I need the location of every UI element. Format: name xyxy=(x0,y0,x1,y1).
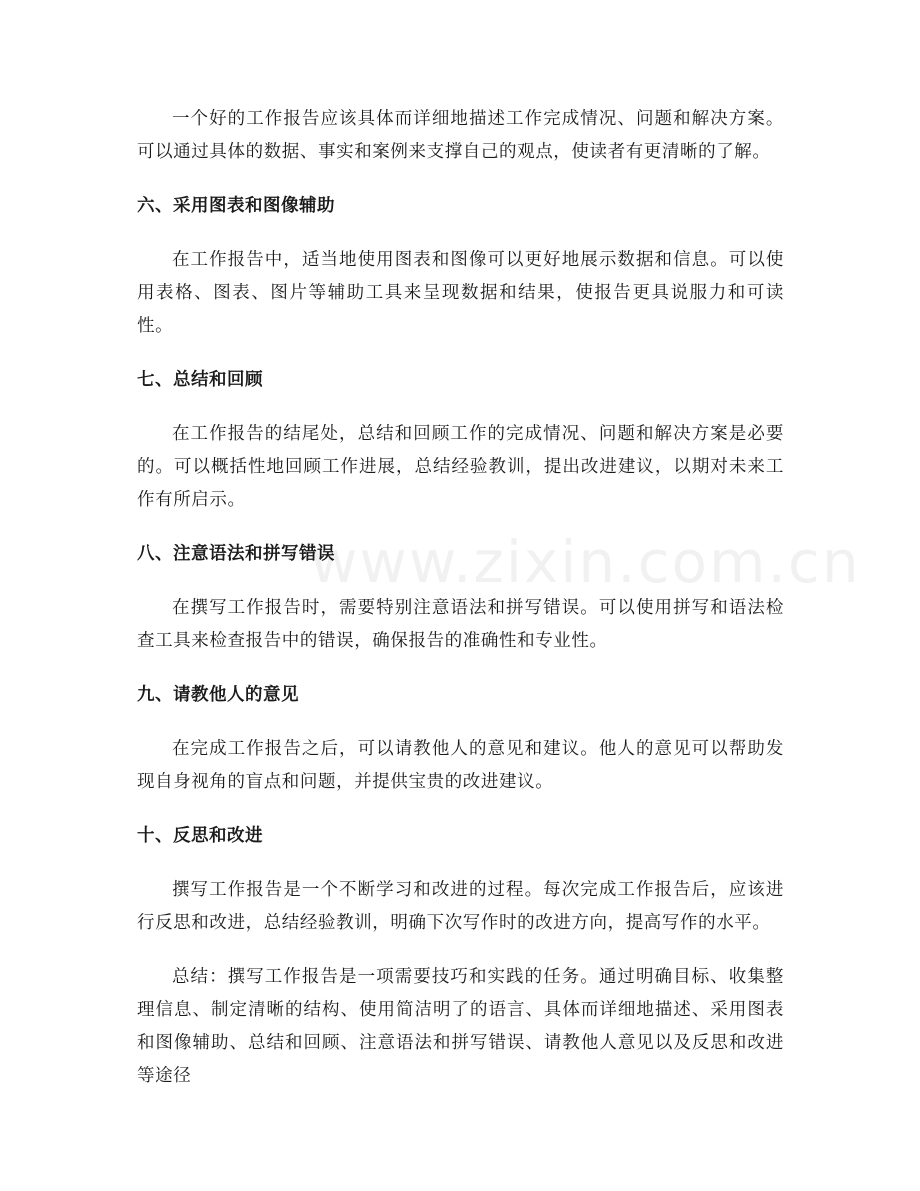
paragraph-intro-detail: 一个好的工作报告应该具体而详细地描述工作完成情况、问题和解决方案。可以通过具体的数据、事实和案例来支撑自己的观点，使读者有更清晰的了解。 xyxy=(137,109,784,162)
paragraph-section-8: 在撰写工作报告时，需要特别注意语法和拼写错误。可以使用拼写和语法检查工具来检查报告中的错误，确保报告的准确性和专业性。 xyxy=(137,598,784,651)
paragraph-section-6: 在工作报告中，适当地使用图表和图像可以更好地展示数据和信息。可以使用表格、图表、图片等辅助工具来呈现数据和结果，使报告更具说服力和可读性。 xyxy=(137,250,784,336)
section-heading-6: 六、采用图表和图像辅助 xyxy=(137,196,335,216)
section-heading-9: 九、请教他人的意见 xyxy=(137,685,299,705)
paragraph-section-9: 在完成工作报告之后，可以请教他人的意见和建议。他人的意见可以帮助发现自身视角的盲点和问题，并提供宝贵的改进建议。 xyxy=(137,739,784,792)
section-heading-8: 八、注意语法和拼写错误 xyxy=(137,544,335,564)
watermark: www.zixin.com.cn xyxy=(310,528,861,596)
paragraph-summary: 总结：撰写工作报告是一项需要技巧和实践的任务。通过明确目标、收集整理信息、制定清晰的结构、使用简洁明了的语言、具体而详细地描述、采用图表和图像辅助、总结和回顾、注意语法和拼写错误、请教他人意见以及反思和改进等途径 xyxy=(137,967,784,1086)
paragraph-section-7: 在工作报告的结尾处，总结和回顾工作的完成情况、问题和解决方案是必要的。可以概括性地回顾工作进展，总结经验教训，提出改进建议，以期对未来工作有所启示。 xyxy=(137,424,784,510)
document-body xyxy=(137,103,784,1114)
paragraph-section-10: 撰写工作报告是一个不断学习和改进的过程。每次完成工作报告后，应该进行反思和改进，总结经验教训，明确下次写作时的改进方向，提高写作的水平。 xyxy=(137,880,784,933)
section-heading-7: 七、总结和回顾 xyxy=(137,370,263,390)
section-heading-10: 十、反思和改进 xyxy=(137,826,263,846)
